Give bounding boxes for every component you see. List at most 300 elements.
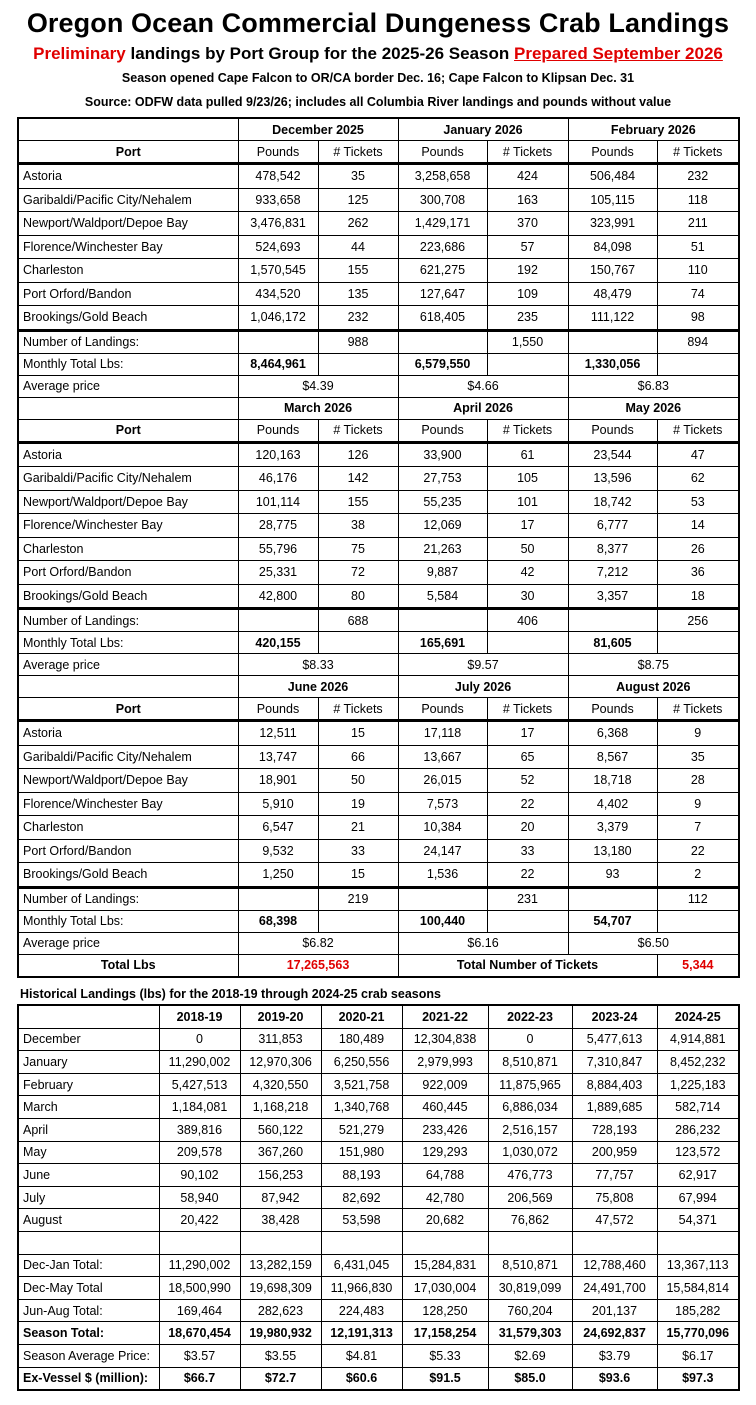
port-row <box>18 514 739 538</box>
season-note: Season opened Cape Falcon to OR/CA border Dec. 16; Cape Falcon to Klipsan Dec. 31 <box>121 71 635 85</box>
empty-cell <box>487 910 568 932</box>
month-label: March <box>18 1096 159 1119</box>
pounds-value: 1,046,172 <box>238 306 318 331</box>
port-header: Port <box>18 141 238 164</box>
historical-value: 88,193 <box>321 1164 402 1187</box>
pounds-value: 524,693 <box>238 235 318 259</box>
pounds-value: 120,163 <box>238 442 318 467</box>
historical-value: 209,578 <box>159 1141 240 1164</box>
empty-cell <box>657 1231 739 1254</box>
historical-value: 582,714 <box>657 1096 739 1119</box>
tickets-value: 105 <box>487 467 568 491</box>
empty-cell <box>238 330 318 353</box>
tickets-header: # Tickets <box>318 141 398 164</box>
tickets-value: 22 <box>487 863 568 888</box>
pounds-value: 93 <box>568 863 657 888</box>
empty-cell <box>318 353 398 375</box>
tickets-value: 80 <box>318 584 398 609</box>
column-header-row <box>18 141 739 164</box>
historical-value: 2,516,157 <box>488 1118 572 1141</box>
historical-value: 53,598 <box>321 1209 402 1232</box>
port-name: Charleston <box>18 816 238 840</box>
pounds-value: 8,377 <box>568 537 657 561</box>
historical-value: 521,279 <box>321 1118 402 1141</box>
historical-value: 6,250,556 <box>321 1051 402 1074</box>
tickets-value: 232 <box>657 164 739 189</box>
summary-value: $66.7 <box>159 1367 240 1390</box>
pounds-value: 48,479 <box>568 282 657 306</box>
tickets-value: 47 <box>657 442 739 467</box>
tickets-value: 142 <box>318 467 398 491</box>
pounds-value: 28,775 <box>238 514 318 538</box>
summary-value: 201,137 <box>572 1299 657 1322</box>
tickets-value: 232 <box>318 306 398 331</box>
average-price-value: $6.50 <box>568 932 739 954</box>
historical-value: 8,452,232 <box>657 1051 739 1074</box>
port-name: Garibaldi/Pacific City/Nehalem <box>18 467 238 491</box>
tickets-value: 15 <box>318 721 398 746</box>
tickets-value: 192 <box>487 259 568 283</box>
historical-value: 4,914,881 <box>657 1028 739 1051</box>
summary-value: 19,698,309 <box>240 1277 321 1300</box>
landings-row <box>18 887 739 910</box>
tickets-value: 66 <box>318 745 398 769</box>
empty-cell <box>657 910 739 932</box>
tickets-value: 75 <box>318 537 398 561</box>
month-label: August <box>18 1209 159 1232</box>
empty-cell <box>318 910 398 932</box>
landings-value: 894 <box>657 330 739 353</box>
pounds-value: 105,115 <box>568 188 657 212</box>
season-header: 2020-21 <box>321 1005 402 1028</box>
historical-summary-row <box>18 1254 739 1277</box>
pounds-value: 1,536 <box>398 863 487 888</box>
historical-month-row <box>18 1118 739 1141</box>
pounds-value: 24,147 <box>398 839 487 863</box>
tickets-value: 20 <box>487 816 568 840</box>
historical-value: 90,102 <box>159 1164 240 1187</box>
port-header: Port <box>18 419 238 442</box>
month-header-row <box>18 118 739 141</box>
tickets-value: 35 <box>318 164 398 189</box>
month-name: January 2026 <box>398 118 568 141</box>
historical-value: 11,875,965 <box>488 1073 572 1096</box>
empty-cell <box>568 330 657 353</box>
port-row <box>18 282 739 306</box>
historical-value: 311,853 <box>240 1028 321 1051</box>
historical-value: 0 <box>488 1028 572 1051</box>
pounds-header: Pounds <box>238 419 318 442</box>
header-spacer <box>18 676 238 698</box>
summary-value: 11,966,830 <box>321 1277 402 1300</box>
average-price-label: Average price <box>18 654 238 676</box>
tickets-value: 7 <box>657 816 739 840</box>
landings-label: Number of Landings: <box>18 330 238 353</box>
historical-summary-row <box>18 1299 739 1322</box>
summary-label: Ex-Vessel $ (million): <box>18 1367 159 1390</box>
monthly-total-value: 68,398 <box>238 910 318 932</box>
month-label: February <box>18 1073 159 1096</box>
month-name: March 2026 <box>238 397 398 419</box>
spacer-row <box>18 1231 739 1254</box>
summary-value: 19,980,932 <box>240 1322 321 1345</box>
average-price-value: $4.39 <box>238 375 398 397</box>
port-row <box>18 816 739 840</box>
month-name: December 2025 <box>238 118 398 141</box>
tickets-value: 126 <box>318 442 398 467</box>
summary-value: 760,204 <box>488 1299 572 1322</box>
summary-value: 6,431,045 <box>321 1254 402 1277</box>
average-price-row <box>18 654 739 676</box>
monthly-total-value: 100,440 <box>398 910 487 932</box>
historical-value: 560,122 <box>240 1118 321 1141</box>
preliminary-label: Preliminary <box>33 44 126 63</box>
port-row <box>18 721 739 746</box>
port-name: Garibaldi/Pacific City/Nehalem <box>18 188 238 212</box>
port-row <box>18 306 739 331</box>
historical-value: 129,293 <box>402 1141 488 1164</box>
pounds-value: 478,542 <box>238 164 318 189</box>
empty-cell <box>568 609 657 632</box>
tickets-header: # Tickets <box>487 141 568 164</box>
summary-value: $3.79 <box>572 1344 657 1367</box>
landings-value: 256 <box>657 609 739 632</box>
port-name: Astoria <box>18 721 238 746</box>
port-row <box>18 164 739 189</box>
summary-value: 31,579,303 <box>488 1322 572 1345</box>
tickets-value: 135 <box>318 282 398 306</box>
historical-value: 200,959 <box>572 1141 657 1164</box>
average-price-value: $6.83 <box>568 375 739 397</box>
pounds-header: Pounds <box>568 141 657 164</box>
port-row <box>18 561 739 585</box>
pounds-value: 7,573 <box>398 792 487 816</box>
historical-value: 11,290,002 <box>159 1051 240 1074</box>
tickets-value: 72 <box>318 561 398 585</box>
tickets-value: 65 <box>487 745 568 769</box>
summary-value: 17,030,004 <box>402 1277 488 1300</box>
summary-value: $2.69 <box>488 1344 572 1367</box>
summary-value: 128,250 <box>402 1299 488 1322</box>
pounds-value: 21,263 <box>398 537 487 561</box>
tickets-value: 98 <box>657 306 739 331</box>
tickets-value: 50 <box>487 537 568 561</box>
monthly-total-value: 165,691 <box>398 632 487 654</box>
tickets-value: 163 <box>487 188 568 212</box>
summary-value: 17,158,254 <box>402 1322 488 1345</box>
tickets-value: 44 <box>318 235 398 259</box>
month-label: June <box>18 1164 159 1187</box>
pounds-value: 33,900 <box>398 442 487 467</box>
pounds-value: 127,647 <box>398 282 487 306</box>
tickets-value: 110 <box>657 259 739 283</box>
empty-cell <box>657 353 739 375</box>
monthly-total-row <box>18 353 739 375</box>
port-name: Brookings/Gold Beach <box>18 306 238 331</box>
empty-cell <box>240 1231 321 1254</box>
landings-value: 219 <box>318 887 398 910</box>
summary-label: Season Average Price: <box>18 1344 159 1367</box>
summary-value: 15,284,831 <box>402 1254 488 1277</box>
pounds-value: 27,753 <box>398 467 487 491</box>
pounds-value: 506,484 <box>568 164 657 189</box>
pounds-value: 933,658 <box>238 188 318 212</box>
landings-value: 688 <box>318 609 398 632</box>
empty-cell <box>321 1231 402 1254</box>
season-header: 2023-24 <box>572 1005 657 1028</box>
pounds-value: 150,767 <box>568 259 657 283</box>
tickets-value: 155 <box>318 259 398 283</box>
summary-value: 24,692,837 <box>572 1322 657 1345</box>
season-header: 2021-22 <box>402 1005 488 1028</box>
tickets-value: 15 <box>318 863 398 888</box>
page-title: Oregon Ocean Commercial Dungeness Crab Landings <box>26 8 730 38</box>
tickets-header: # Tickets <box>657 419 739 442</box>
landings-label: Number of Landings: <box>18 609 238 632</box>
historical-value: 3,521,758 <box>321 1073 402 1096</box>
tickets-value: 33 <box>487 839 568 863</box>
average-price-value: $8.33 <box>238 654 398 676</box>
tickets-header: # Tickets <box>657 141 739 164</box>
monthly-total-value: 54,707 <box>568 910 657 932</box>
port-name: Port Orford/Bandon <box>18 282 238 306</box>
historical-value: 233,426 <box>402 1118 488 1141</box>
port-name: Port Orford/Bandon <box>18 839 238 863</box>
average-price-value: $6.16 <box>398 932 568 954</box>
tickets-value: 118 <box>657 188 739 212</box>
historical-value: 367,260 <box>240 1141 321 1164</box>
summary-value: $85.0 <box>488 1367 572 1390</box>
port-row <box>18 863 739 888</box>
port-name: Newport/Waldport/Depoe Bay <box>18 769 238 793</box>
month-label: December <box>18 1028 159 1051</box>
month-label: January <box>18 1051 159 1074</box>
port-name: Astoria <box>18 164 238 189</box>
port-name: Newport/Waldport/Depoe Bay <box>18 490 238 514</box>
monthly-total-label: Monthly Total Lbs: <box>18 910 238 932</box>
historical-value: 54,371 <box>657 1209 739 1232</box>
historical-month-row <box>18 1141 739 1164</box>
summary-value: 18,500,990 <box>159 1277 240 1300</box>
tickets-value: 42 <box>487 561 568 585</box>
monthly-total-value: 8,464,961 <box>238 353 318 375</box>
pounds-value: 111,122 <box>568 306 657 331</box>
pounds-value: 1,570,545 <box>238 259 318 283</box>
port-name: Port Orford/Bandon <box>18 561 238 585</box>
historical-value: 76,862 <box>488 1209 572 1232</box>
landings-row <box>18 609 739 632</box>
pounds-value: 6,547 <box>238 816 318 840</box>
empty-cell <box>18 1231 159 1254</box>
port-row <box>18 212 739 236</box>
historical-value: 6,886,034 <box>488 1096 572 1119</box>
historical-month-row <box>18 1209 739 1232</box>
pounds-value: 55,235 <box>398 490 487 514</box>
pounds-value: 17,118 <box>398 721 487 746</box>
tickets-value: 38 <box>318 514 398 538</box>
tickets-value: 30 <box>487 584 568 609</box>
landings-row <box>18 330 739 353</box>
pounds-value: 7,212 <box>568 561 657 585</box>
tickets-value: 17 <box>487 721 568 746</box>
empty-cell <box>572 1231 657 1254</box>
pounds-header: Pounds <box>568 698 657 721</box>
tickets-value: 125 <box>318 188 398 212</box>
historical-summary-row <box>18 1277 739 1300</box>
header-spacer <box>18 118 238 141</box>
summary-value: 8,510,871 <box>488 1254 572 1277</box>
pounds-value: 6,368 <box>568 721 657 746</box>
tickets-value: 50 <box>318 769 398 793</box>
tickets-value: 35 <box>657 745 739 769</box>
port-name: Charleston <box>18 259 238 283</box>
port-name: Astoria <box>18 442 238 467</box>
port-name: Florence/Winchester Bay <box>18 514 238 538</box>
landings-label: Number of Landings: <box>18 887 238 910</box>
historical-value: 12,970,306 <box>240 1051 321 1074</box>
monthly-total-row <box>18 910 739 932</box>
summary-value: 18,670,454 <box>159 1322 240 1345</box>
total-lbs-value: 17,265,563 <box>238 954 398 977</box>
pounds-header: Pounds <box>398 419 487 442</box>
port-name: Newport/Waldport/Depoe Bay <box>18 212 238 236</box>
tickets-value: 53 <box>657 490 739 514</box>
historical-value: 87,942 <box>240 1186 321 1209</box>
pounds-value: 618,405 <box>398 306 487 331</box>
historical-value: 1,340,768 <box>321 1096 402 1119</box>
tickets-value: 33 <box>318 839 398 863</box>
pounds-value: 13,596 <box>568 467 657 491</box>
historical-value: 286,232 <box>657 1118 739 1141</box>
summary-value: 15,584,814 <box>657 1277 739 1300</box>
summary-value: 185,282 <box>657 1299 739 1322</box>
empty-cell <box>487 632 568 654</box>
total-lbs-label: Total Lbs <box>18 954 238 977</box>
empty-cell <box>159 1231 240 1254</box>
port-name: Brookings/Gold Beach <box>18 584 238 609</box>
tickets-header: # Tickets <box>487 419 568 442</box>
pounds-value: 3,379 <box>568 816 657 840</box>
summary-value: 224,483 <box>321 1299 402 1322</box>
pounds-header: Pounds <box>398 141 487 164</box>
pounds-value: 323,991 <box>568 212 657 236</box>
summary-value: 169,464 <box>159 1299 240 1322</box>
average-price-label: Average price <box>18 375 238 397</box>
historical-value: 8,884,403 <box>572 1073 657 1096</box>
summary-label: Dec-Jan Total: <box>18 1254 159 1277</box>
historical-value: 0 <box>159 1028 240 1051</box>
historical-value: 1,030,072 <box>488 1141 572 1164</box>
pounds-value: 13,667 <box>398 745 487 769</box>
column-header-row <box>18 419 739 442</box>
pounds-value: 4,402 <box>568 792 657 816</box>
historical-value: 476,773 <box>488 1164 572 1187</box>
total-tickets-value: 5,344 <box>657 954 739 977</box>
tickets-value: 14 <box>657 514 739 538</box>
header-spacer <box>18 397 238 419</box>
port-row <box>18 235 739 259</box>
pounds-value: 23,544 <box>568 442 657 467</box>
summary-value: 11,290,002 <box>159 1254 240 1277</box>
historical-month-row <box>18 1186 739 1209</box>
historical-value: 12,304,838 <box>402 1028 488 1051</box>
tickets-value: 26 <box>657 537 739 561</box>
port-row <box>18 839 739 863</box>
pounds-value: 18,742 <box>568 490 657 514</box>
month-name: July 2026 <box>398 676 568 698</box>
monthly-total-label: Monthly Total Lbs: <box>18 353 238 375</box>
tickets-value: 2 <box>657 863 739 888</box>
historical-value: 8,510,871 <box>488 1051 572 1074</box>
pounds-value: 18,718 <box>568 769 657 793</box>
tickets-header: # Tickets <box>657 698 739 721</box>
port-row <box>18 584 739 609</box>
historical-value: 728,193 <box>572 1118 657 1141</box>
tickets-value: 19 <box>318 792 398 816</box>
month-name: February 2026 <box>568 118 739 141</box>
historical-value: 1,184,081 <box>159 1096 240 1119</box>
landings-table <box>17 117 740 978</box>
tickets-value: 36 <box>657 561 739 585</box>
historical-value: 62,917 <box>657 1164 739 1187</box>
summary-value: 282,623 <box>240 1299 321 1322</box>
historical-table <box>17 1004 740 1391</box>
port-row <box>18 745 739 769</box>
pounds-value: 223,686 <box>398 235 487 259</box>
pounds-value: 3,258,658 <box>398 164 487 189</box>
historical-month-row <box>18 1096 739 1119</box>
season-header-row <box>18 1005 739 1028</box>
empty-cell <box>568 887 657 910</box>
average-price-label: Average price <box>18 932 238 954</box>
empty-cell <box>398 609 487 632</box>
subtitle-text: landings by Port Group for the 2025-26 Season <box>125 44 515 63</box>
pounds-header: Pounds <box>398 698 487 721</box>
historical-value: 58,940 <box>159 1186 240 1209</box>
pounds-value: 12,069 <box>398 514 487 538</box>
pounds-value: 9,532 <box>238 839 318 863</box>
tickets-value: 52 <box>487 769 568 793</box>
monthly-total-value: 420,155 <box>238 632 318 654</box>
season-header: 2024-25 <box>657 1005 739 1028</box>
pounds-value: 5,910 <box>238 792 318 816</box>
tickets-value: 9 <box>657 792 739 816</box>
tickets-value: 51 <box>657 235 739 259</box>
tickets-value: 262 <box>318 212 398 236</box>
port-row <box>18 259 739 283</box>
historical-title: Historical Landings (lbs) for the 2018-19 through 2024-25 crab seasons <box>20 987 441 1001</box>
pounds-header: Pounds <box>238 141 318 164</box>
average-price-value: $6.82 <box>238 932 398 954</box>
empty-cell <box>238 609 318 632</box>
empty-cell <box>487 353 568 375</box>
historical-value: 42,780 <box>402 1186 488 1209</box>
tickets-value: 370 <box>487 212 568 236</box>
pounds-header: Pounds <box>238 698 318 721</box>
historical-value: 922,009 <box>402 1073 488 1096</box>
summary-value: 15,770,096 <box>657 1322 739 1345</box>
pounds-value: 101,114 <box>238 490 318 514</box>
historical-value: 64,788 <box>402 1164 488 1187</box>
historical-value: 156,253 <box>240 1164 321 1187</box>
pounds-value: 42,800 <box>238 584 318 609</box>
summary-value: $4.81 <box>321 1344 402 1367</box>
summary-value: 30,819,099 <box>488 1277 572 1300</box>
tickets-value: 9 <box>657 721 739 746</box>
historical-value: 2,979,993 <box>402 1051 488 1074</box>
tickets-value: 22 <box>487 792 568 816</box>
summary-value: $5.33 <box>402 1344 488 1367</box>
